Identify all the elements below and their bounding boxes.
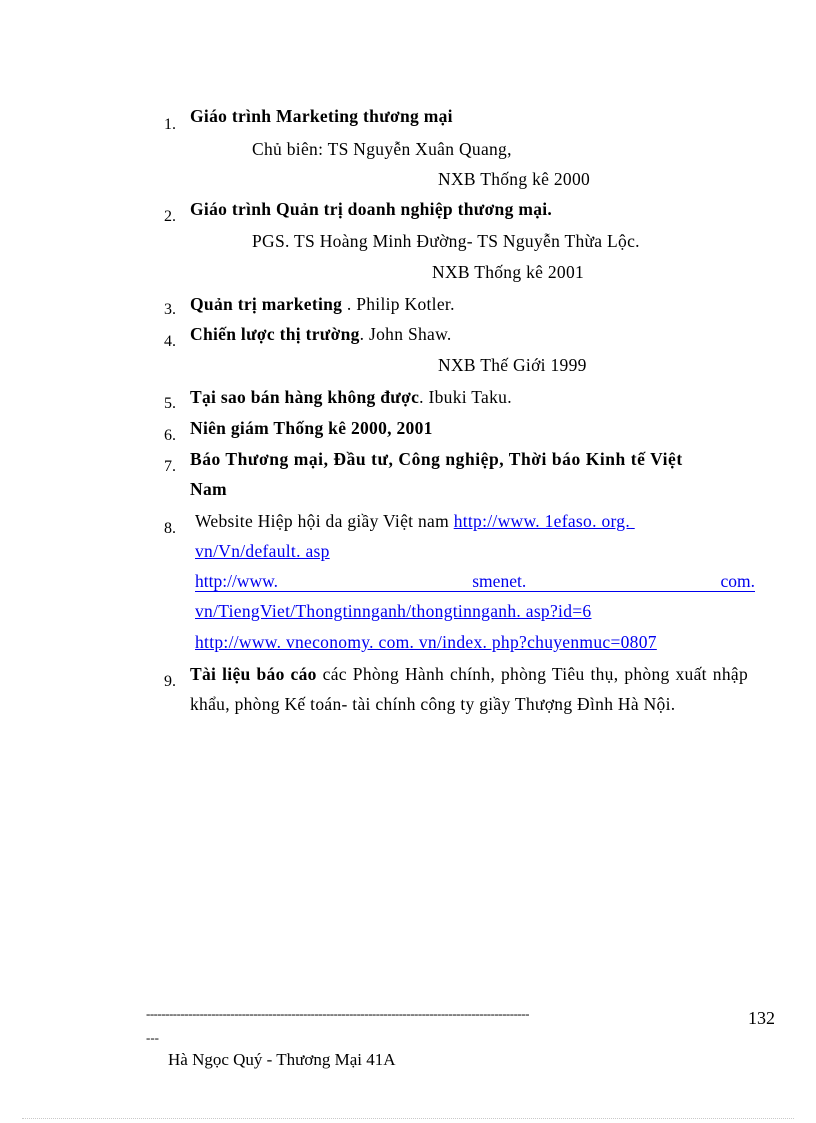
title-text: Chiến lược thị trường bbox=[190, 324, 360, 344]
title-text: Nam bbox=[190, 479, 227, 499]
reference-publisher: NXB Thống kê 2000 bbox=[438, 169, 591, 189]
reference-url-line bbox=[195, 601, 591, 622]
url-part[interactable]: smenet. bbox=[472, 571, 527, 591]
url-link-lefaso-space[interactable] bbox=[630, 511, 635, 531]
list-number: 2. bbox=[164, 208, 176, 225]
page-bottom-border bbox=[22, 1118, 794, 1119]
list-number: 8. bbox=[164, 520, 176, 537]
footer-author: Hà Ngọc Quý - Thương Mại 41A bbox=[168, 1050, 396, 1069]
url-link-lefaso-cont[interactable]: vn/Vn/default. asp bbox=[195, 541, 330, 561]
reference-url-line bbox=[195, 541, 330, 562]
reference-title bbox=[190, 199, 552, 220]
list-number: 1. bbox=[164, 116, 176, 133]
title-text: Niên giám Thống kê 2000, 2001 bbox=[190, 418, 433, 438]
reference-line bbox=[190, 294, 455, 315]
title-text: Giáo trình Marketing thương mại bbox=[190, 106, 453, 126]
reference-title-line1 bbox=[190, 449, 748, 470]
list-number: 5. bbox=[164, 395, 176, 412]
reference-title bbox=[190, 106, 453, 127]
reference-detail: . Philip Kotler. bbox=[342, 294, 455, 314]
reference-publisher: NXB Thế Giới 1999 bbox=[438, 355, 587, 375]
reference-detail: . John Shaw. bbox=[359, 324, 452, 344]
list-number: 4. bbox=[164, 333, 176, 350]
website-label: Website Hiệp hội da giầy Việt nam bbox=[195, 511, 454, 531]
reference-publisher: NXB Thống kê 2001 bbox=[432, 262, 585, 282]
url-part[interactable]: http://www. bbox=[195, 571, 278, 591]
title-text: Tại sao bán hàng không được bbox=[190, 387, 420, 407]
title-text: Quản trị marketing bbox=[190, 294, 343, 314]
reference-line bbox=[195, 511, 635, 532]
url-link-smenet[interactable] bbox=[195, 571, 755, 592]
url-link-vneconomy[interactable]: http://www. vneconomy. com. vn/index. php?chuyenmuc=0807 bbox=[195, 632, 657, 652]
list-number: 3. bbox=[164, 301, 176, 318]
page-number: 132 bbox=[748, 1008, 775, 1028]
reference-line bbox=[190, 418, 433, 439]
reference-author: PGS. TS Hoàng Minh Đường- TS Nguyễn Thừa Lộc. bbox=[252, 231, 640, 251]
url-link-lefaso[interactable]: http://www. 1efaso. org. bbox=[453, 511, 631, 531]
list-number: 7. bbox=[164, 458, 176, 475]
reference-title-line2 bbox=[190, 479, 227, 500]
title-text: Báo Thương mại, Đầu tư, Công nghiệp, Thời báo Kinh tế Việt bbox=[190, 449, 683, 469]
reference-paragraph bbox=[190, 659, 748, 719]
footer-divider: ---------------------------------------------------------------------------------------------------- bbox=[146, 1006, 529, 1021]
reference-detail: . Ibuki Taku. bbox=[419, 387, 512, 407]
reference-line bbox=[190, 324, 452, 345]
list-number: 6. bbox=[164, 427, 176, 444]
url-part[interactable]: com. bbox=[720, 571, 755, 591]
reference-url-line bbox=[195, 632, 657, 653]
title-text: Tài liệu báo cáo bbox=[190, 664, 317, 684]
reference-line bbox=[190, 387, 512, 408]
url-link-smenet-cont[interactable]: vn/TiengViet/Thongtinnganh/thongtinnganh. asp?id=6 bbox=[195, 601, 592, 621]
reference-detail: các Phòng Hành chính, phòng Tiêu thụ, phòng xuất nhập khẩu, phòng Kế toán- tài chính công ty giầy Thượng Đình Hà Nội. bbox=[190, 664, 748, 714]
reference-author: Chủ biên: TS Nguyễn Xuân Quang, bbox=[252, 139, 512, 159]
footer-divider-tail: --- bbox=[146, 1030, 159, 1045]
list-number: 9. bbox=[164, 673, 176, 690]
title-text: Giáo trình Quản trị doanh nghiệp thương mại. bbox=[190, 199, 553, 219]
